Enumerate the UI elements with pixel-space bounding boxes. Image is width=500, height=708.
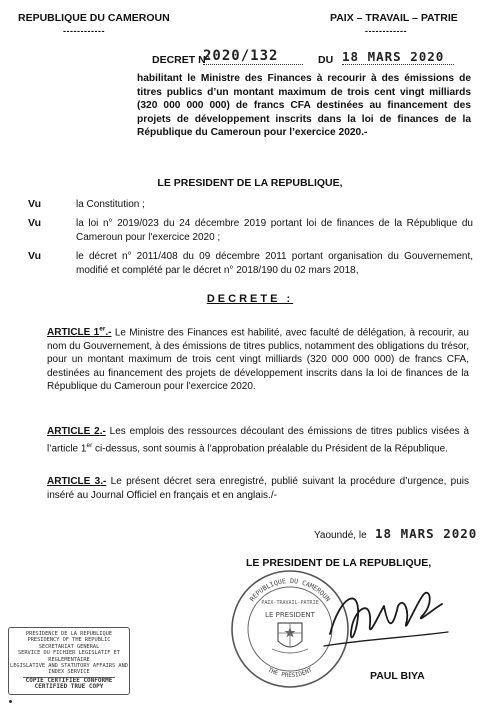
seal-bottom-text: THE PRESIDENT [266,666,314,679]
seal-top-text: REPUBLIQUE DU CAMEROUN [248,576,332,604]
article-3-label: ARTICLE 3.- [47,476,107,487]
vu-label: Vu [28,198,42,210]
stamp-line: SECRETARIAT GENERAL [38,643,100,650]
page-mark [9,700,12,703]
vu-clause-finance-law [28,217,473,245]
stamp-line: COPIE CERTIFIEE CONFORME [23,677,115,684]
article-2: ARTICLE 2.- Les emplois des ressources découlant des émissions de titres publics visées à l’article 1er ci-dessus, sont soumis à l’approbation préalable du Président de la République. [47,426,470,454]
article-3 [47,475,469,502]
header-left-dashes: ------------ [63,26,105,36]
signature-date: 18 MARS 2020 [375,526,478,541]
vu-clause-constitution [28,198,473,212]
header-right: PAIX – TRAVAIL – PATRIE [330,12,458,24]
article-2-label: ARTICLE 2.- [47,426,106,437]
article-1 [47,323,469,394]
signatory-name: PAUL BIYA [370,670,425,682]
vu-text: le décret n° 2011/408 du 09 décembre 2011 portant organisation du Gouvernement, modifié et complété par le décret n° 2018/190 du 02 mars 2018, [76,251,473,276]
seal-motto: PAIX-TRAVAIL-PATRIE [261,600,319,606]
vu-clause-government-decree [28,250,473,278]
signature-place: Yaoundé, le [314,530,367,541]
certified-copy-stamp [8,627,130,695]
header-right-dashes: ------------ [365,26,407,36]
decrete-heading: DECRETE : [206,293,294,305]
decree-number: 2020/132 [203,48,303,65]
decree-label: DECRET N° [152,54,210,66]
decree-title: habilitant le Ministre des Finances à recourir à des émissions de titres publics d’un montant maximum de trois cent vingt milliards (320 000 000 000) de francs CFA destinées au financement des projets de développement inscrits dans la loi de finances de la République du Cameroun pour l’exercice 2020.- [137,73,471,138]
stamp-line: CERTIFIED TRUE COPY [34,683,104,691]
article-1-text: Le Ministre des Finances est habilité, avec faculté de délégation, à recourir, au nom du Gouvernement, à des émissions de titres publics, notamment des obligations du trésor, pour un montant maximum de trois cent vingt milliards (320 000 000 000) de francs CFA, destinées au financement des projets de développement inscrits dans la loi de finances de la République du Cameroun pour l'exercice 2020. [47,327,469,393]
stamp-line: PRESIDENCE DE LA REPUBLIQUE [25,631,113,637]
article-1-label: ARTICLE 1er.- [47,326,112,339]
article-3-text: Le présent décret sera enregistré, publié suivant la procédure d’urgence, puis inséré au Journal Officiel en français et en anglais./- [47,476,470,501]
stamp-line: LEGISLATIVE AND STATUTORY AFFAIRS AND INDEX SERVICE [10,663,128,676]
vu-text: la Constitution ; [76,199,145,210]
vu-label: Vu [28,217,42,229]
header-left: REPUBLIQUE DU CAMEROUN [18,12,170,24]
decree-date: 18 MARS 2020 [342,49,454,65]
decree-du-label: DU [318,54,334,66]
handwritten-signature [300,576,460,658]
stamp-line: PRESIDENCY OF THE REPUBLIC [27,637,111,644]
president-heading: LE PRESIDENT DE LA REPUBLIQUE, [157,177,343,189]
stamp-line: SERVICE DU FICHIER LEGISLATIF ET REGLEMENTAIRE [17,650,121,663]
vu-text: la loi n° 2019/023 du 24 décembre 2019 portant loi de finances de la République du Cameroun pour l'exercice 2020 ; [76,218,473,243]
signature-title: LE PRESIDENT DE LA REPUBLIQUE, [246,557,432,569]
vu-label: Vu [28,250,42,262]
seal-center-text: LE PRESIDENT [265,611,315,619]
